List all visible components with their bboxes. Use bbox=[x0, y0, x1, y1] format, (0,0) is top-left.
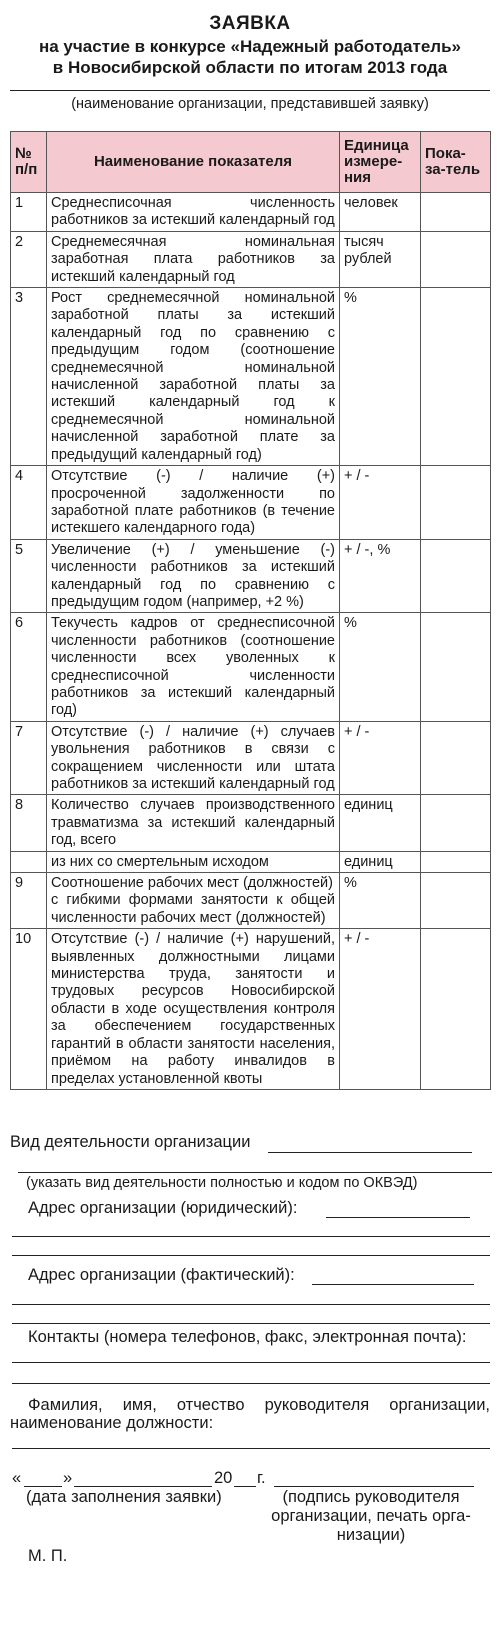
legal-address-label: Адрес организации (юридический): bbox=[28, 1199, 298, 1217]
row-number: 8 bbox=[11, 795, 47, 851]
actual-address-input-line-3[interactable] bbox=[12, 1323, 490, 1324]
date-caption: (дата заполнения заявки) bbox=[26, 1488, 222, 1506]
actual-address-input-line-2[interactable] bbox=[12, 1304, 490, 1305]
table-row bbox=[11, 873, 491, 929]
contacts-input-line-2[interactable] bbox=[12, 1383, 490, 1384]
indicator-value-cell[interactable] bbox=[421, 466, 491, 540]
date-open-quote: « bbox=[12, 1469, 22, 1487]
indicator-unit: + / - bbox=[340, 929, 421, 1090]
indicators-table bbox=[10, 131, 491, 1090]
indicator-name: из них со смертельным исходом bbox=[47, 851, 340, 872]
director-input-line[interactable] bbox=[12, 1448, 490, 1449]
date-year-input-line[interactable] bbox=[234, 1486, 256, 1487]
indicator-name: Текучесть кадров от среднесписочной численности работников (соотношение численности всех уволенных к среднесписочной численности работников за истекший календарный год) bbox=[47, 613, 340, 721]
indicator-name: Количество случаев производственного травматизма за истекший календарный год, всего bbox=[47, 795, 340, 851]
row-number: 1 bbox=[11, 193, 47, 232]
indicator-value-cell[interactable] bbox=[421, 288, 491, 466]
signature-input-line[interactable] bbox=[274, 1486, 474, 1487]
column-header-value: Пока-за-тель bbox=[421, 132, 491, 193]
indicator-name: Отсутствие (-) / наличие (+) просроченной задолженности по заработной плате работников (в течение истекшего календарного года) bbox=[47, 466, 340, 540]
indicator-name: Отсутствие (-) / наличие (+) нарушений, выявленных должностными лицами министерства труда, занятости и трудовых ресурсов Новосибирской области в ходе осуществления контроля за обеспечением государственных гарантий в области занятости населения, приёмом на работу инвалидов в пределах установленной квоты bbox=[47, 929, 340, 1090]
activity-input-line-2[interactable] bbox=[18, 1172, 492, 1173]
signature-caption-line2: организации, печать орга- bbox=[271, 1507, 471, 1525]
indicator-name: Среднемесячная номинальная заработная плата работников за истекший календарный год bbox=[47, 231, 340, 287]
signature-caption-line3: низации) bbox=[336, 1526, 406, 1544]
table-row bbox=[11, 613, 491, 721]
table-row bbox=[11, 466, 491, 540]
table-row bbox=[11, 288, 491, 466]
indicator-unit: % bbox=[340, 873, 421, 929]
indicator-unit: человек bbox=[340, 193, 421, 232]
table-row bbox=[11, 851, 491, 872]
signature-caption-line1: (подпись руководителя bbox=[282, 1488, 460, 1506]
indicator-name bbox=[47, 873, 340, 929]
table-row bbox=[11, 231, 491, 287]
actual-address-input-line[interactable] bbox=[312, 1284, 474, 1285]
document-subtitle-line2: в Новосибирской области по итогам 2013 года bbox=[52, 58, 448, 77]
document-subtitle-line1: на участие в конкурсе «Надежный работодатель» bbox=[38, 37, 461, 56]
indicator-value-cell[interactable] bbox=[421, 929, 491, 1090]
document-title: ЗАЯВКА bbox=[209, 13, 291, 34]
indicator-name: Среднесписочная численность работников за истекший календарный год bbox=[47, 193, 340, 232]
indicator-value-cell[interactable] bbox=[421, 539, 491, 613]
indicator-value-cell[interactable] bbox=[421, 231, 491, 287]
activity-caption: (указать вид деятельности полностью и кодом по ОКВЭД) bbox=[26, 1175, 418, 1191]
indicator-value-cell[interactable] bbox=[421, 721, 491, 795]
row-number: 3 bbox=[11, 288, 47, 466]
indicator-unit: % bbox=[340, 613, 421, 721]
table-row bbox=[11, 721, 491, 795]
column-header-unit: Единица измере-ния bbox=[340, 132, 421, 193]
indicator-name: Увеличение (+) / уменьшение (-) численности работников за истекший календарный год по сравнению с предыдущим годом (например, +2 %) bbox=[47, 539, 340, 613]
row-number: 10 bbox=[11, 929, 47, 1090]
column-header-num: № п/п bbox=[11, 132, 47, 193]
indicator-name-part2: с гибкими формами занятости к общей численности рабочих мест (должностей) bbox=[51, 892, 335, 926]
row-number: 6 bbox=[11, 613, 47, 721]
indicator-value-cell[interactable] bbox=[421, 851, 491, 872]
director-label-line2: наименование должности: bbox=[10, 1414, 214, 1432]
row-number: 2 bbox=[11, 231, 47, 287]
table-row bbox=[11, 795, 491, 851]
contacts-input-line[interactable] bbox=[12, 1362, 490, 1363]
contacts-label: Контакты (номера телефонов, факс, электронная почта): bbox=[28, 1328, 467, 1346]
indicator-value-cell[interactable] bbox=[421, 193, 491, 232]
date-day-input-line[interactable] bbox=[24, 1486, 62, 1487]
legal-address-input-line[interactable] bbox=[326, 1217, 470, 1218]
indicator-name: Отсутствие (-) / наличие (+) случаев увольнения работников в связи с сокращением численности или штата работников за истекший календарный год bbox=[47, 721, 340, 795]
indicator-unit: единиц bbox=[340, 851, 421, 872]
column-header-name: Наименование показателя bbox=[47, 132, 340, 193]
indicator-value-cell[interactable] bbox=[421, 613, 491, 721]
indicator-unit: + / - bbox=[340, 466, 421, 540]
row-number: 9 bbox=[11, 873, 47, 929]
indicator-unit: единиц bbox=[340, 795, 421, 851]
row-number: 7 bbox=[11, 721, 47, 795]
activity-label: Вид деятельности организации bbox=[10, 1133, 251, 1151]
indicator-name-part1: Соотношение рабочих мест (должностей) bbox=[51, 875, 333, 892]
table-row bbox=[11, 193, 491, 232]
date-close-quote: » bbox=[63, 1469, 73, 1487]
table-row bbox=[11, 539, 491, 613]
indicator-unit: + / - bbox=[340, 721, 421, 795]
table-row bbox=[11, 929, 491, 1090]
legal-address-input-line-2[interactable] bbox=[12, 1236, 490, 1237]
row-number: 5 bbox=[11, 539, 47, 613]
organization-name-caption: (наименование организации, представившей заявку) bbox=[71, 96, 429, 112]
organization-name-line[interactable] bbox=[10, 90, 490, 91]
indicator-value-cell[interactable] bbox=[421, 795, 491, 851]
director-label-line1: Фамилия, имя, отчество руководителя организации, bbox=[28, 1396, 490, 1414]
indicator-value-cell[interactable] bbox=[421, 873, 491, 929]
table-header-row bbox=[11, 132, 491, 193]
date-month-input-line[interactable] bbox=[74, 1486, 212, 1487]
indicator-unit: % bbox=[340, 288, 421, 466]
stamp-place-label: М. П. bbox=[28, 1547, 68, 1565]
row-number: 4 bbox=[11, 466, 47, 540]
indicator-unit: тысяч рублей bbox=[340, 231, 421, 287]
actual-address-label: Адрес организации (фактический): bbox=[28, 1266, 295, 1284]
legal-address-input-line-3[interactable] bbox=[12, 1255, 490, 1256]
date-year-prefix: 20 bbox=[214, 1469, 233, 1487]
date-year-suffix: г. bbox=[257, 1469, 266, 1487]
activity-input-line[interactable] bbox=[268, 1152, 472, 1153]
row-number bbox=[11, 851, 47, 872]
indicator-unit: + / -, % bbox=[340, 539, 421, 613]
indicator-name: Рост среднемесячной номинальной заработной платы за истекший календарный год по сравнению с предыдущим годом (соотношение среднемесячной номинальной начисленной заработной платы за истекший календарный год к среднемесячной номинальной начисленной заработной плате за предыдущий календарный год) bbox=[47, 288, 340, 466]
